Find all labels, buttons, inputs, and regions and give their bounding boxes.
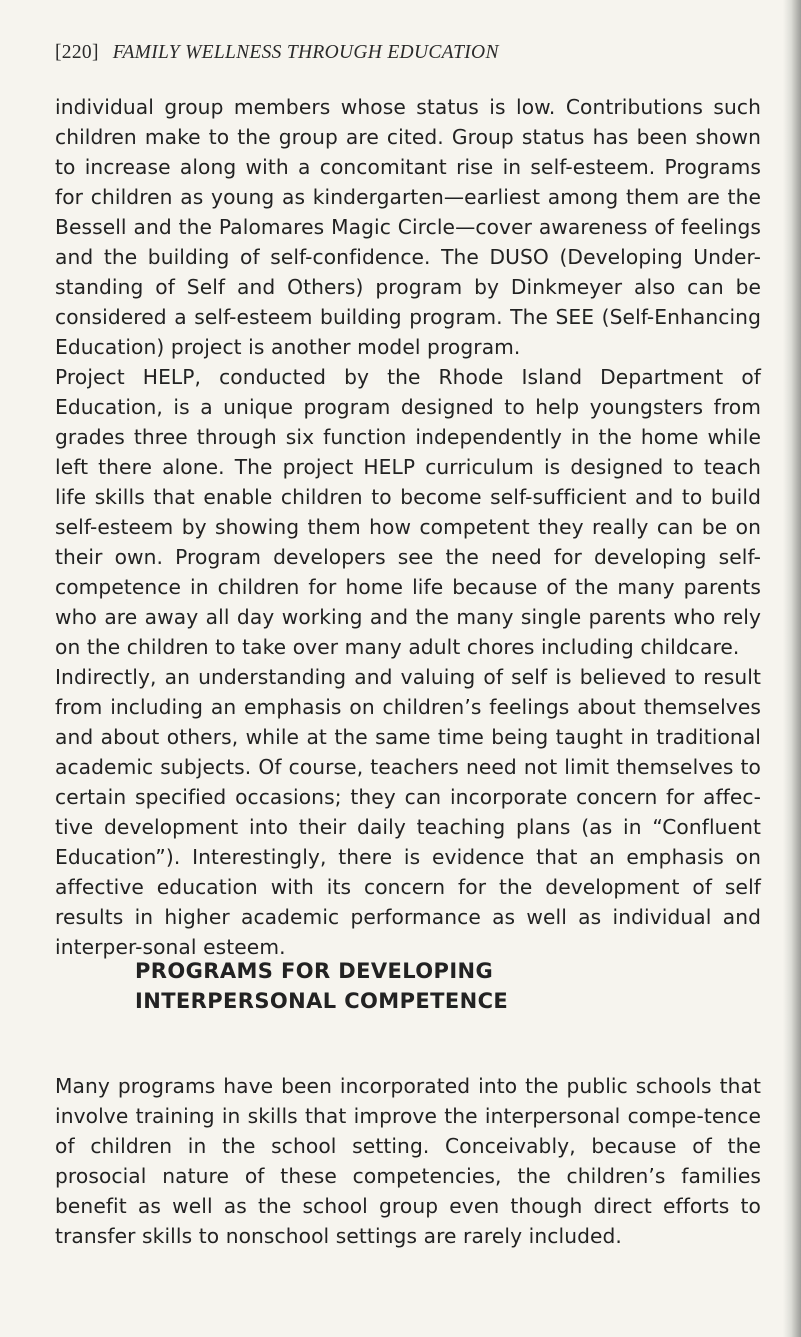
page-number: [220] [55, 42, 99, 63]
section-heading [135, 956, 655, 1016]
paragraph-affective-education: Indirectly, an understanding and valuing of self is believed to result from including an emphasis on children’s feelings about themselves and about others, while at the same time being taught in traditional academic subjects. Of course, teachers need not limit themselves to certain specified occasions; they can incorporate concern for affec-tive development into their daily teaching plans (as in “Confluent Education”). Interestingly, there is evidence that an emphasis on affective education with its concern for the development of self results in higher academic performance as well as individual and interper-sonal esteem. [55, 665, 761, 959]
section-heading-line-2: INTERPERSONAL COMPETENCE [135, 989, 509, 1013]
running-title: FAMILY WELLNESS THROUGH EDUCATION [112, 42, 499, 63]
main-text [55, 92, 761, 962]
section-text [55, 1071, 761, 1251]
running-header [55, 42, 499, 64]
paragraph-interpersonal-competence: Many programs have been incorporated into the public schools that involve training in skills that improve the interpersonal compe-tence of children in the school setting. Conceivably, because of the prosocial nature of these competencies, the children’s families benefit as well as the school group even though direct efforts to transfer skills to nonschool settings are rarely included. [55, 1074, 761, 1248]
section-heading-line-1: PROGRAMS FOR DEVELOPING [135, 959, 494, 983]
paragraph-project-help: Project HELP, conducted by the Rhode Island Department of Education, is a unique program designed to help youngsters from grades three through six function independently in the home while left there alone. The project HELP curriculum is designed to teach life skills that enable children to become self-sufficient and to build self-esteem by showing them how competent they really can be on their own. Program developers see the need for developing self-competence in children for home life because of the many parents who are away all day working and the many single parents who rely on the children to take over many adult chores including childcare. [55, 365, 761, 659]
paragraph-self-esteem-programs: individual group members whose status is low. Contributions such children make to the group are cited. Group status has been shown to increase along with a concomitant rise in self-esteem. Programs for children as young as kindergarten—earliest among them are the Bessell and the Palomares Magic Circle—cover awareness of feelings and the building of self-confidence. The DUSO (Developing Under-standing of Self and Others) program by Dinkmeyer also can be considered a self-esteem building program. The SEE (Self-Enhancing Education) project is another model program. [55, 95, 761, 359]
page-spine-shadow [783, 0, 801, 1337]
